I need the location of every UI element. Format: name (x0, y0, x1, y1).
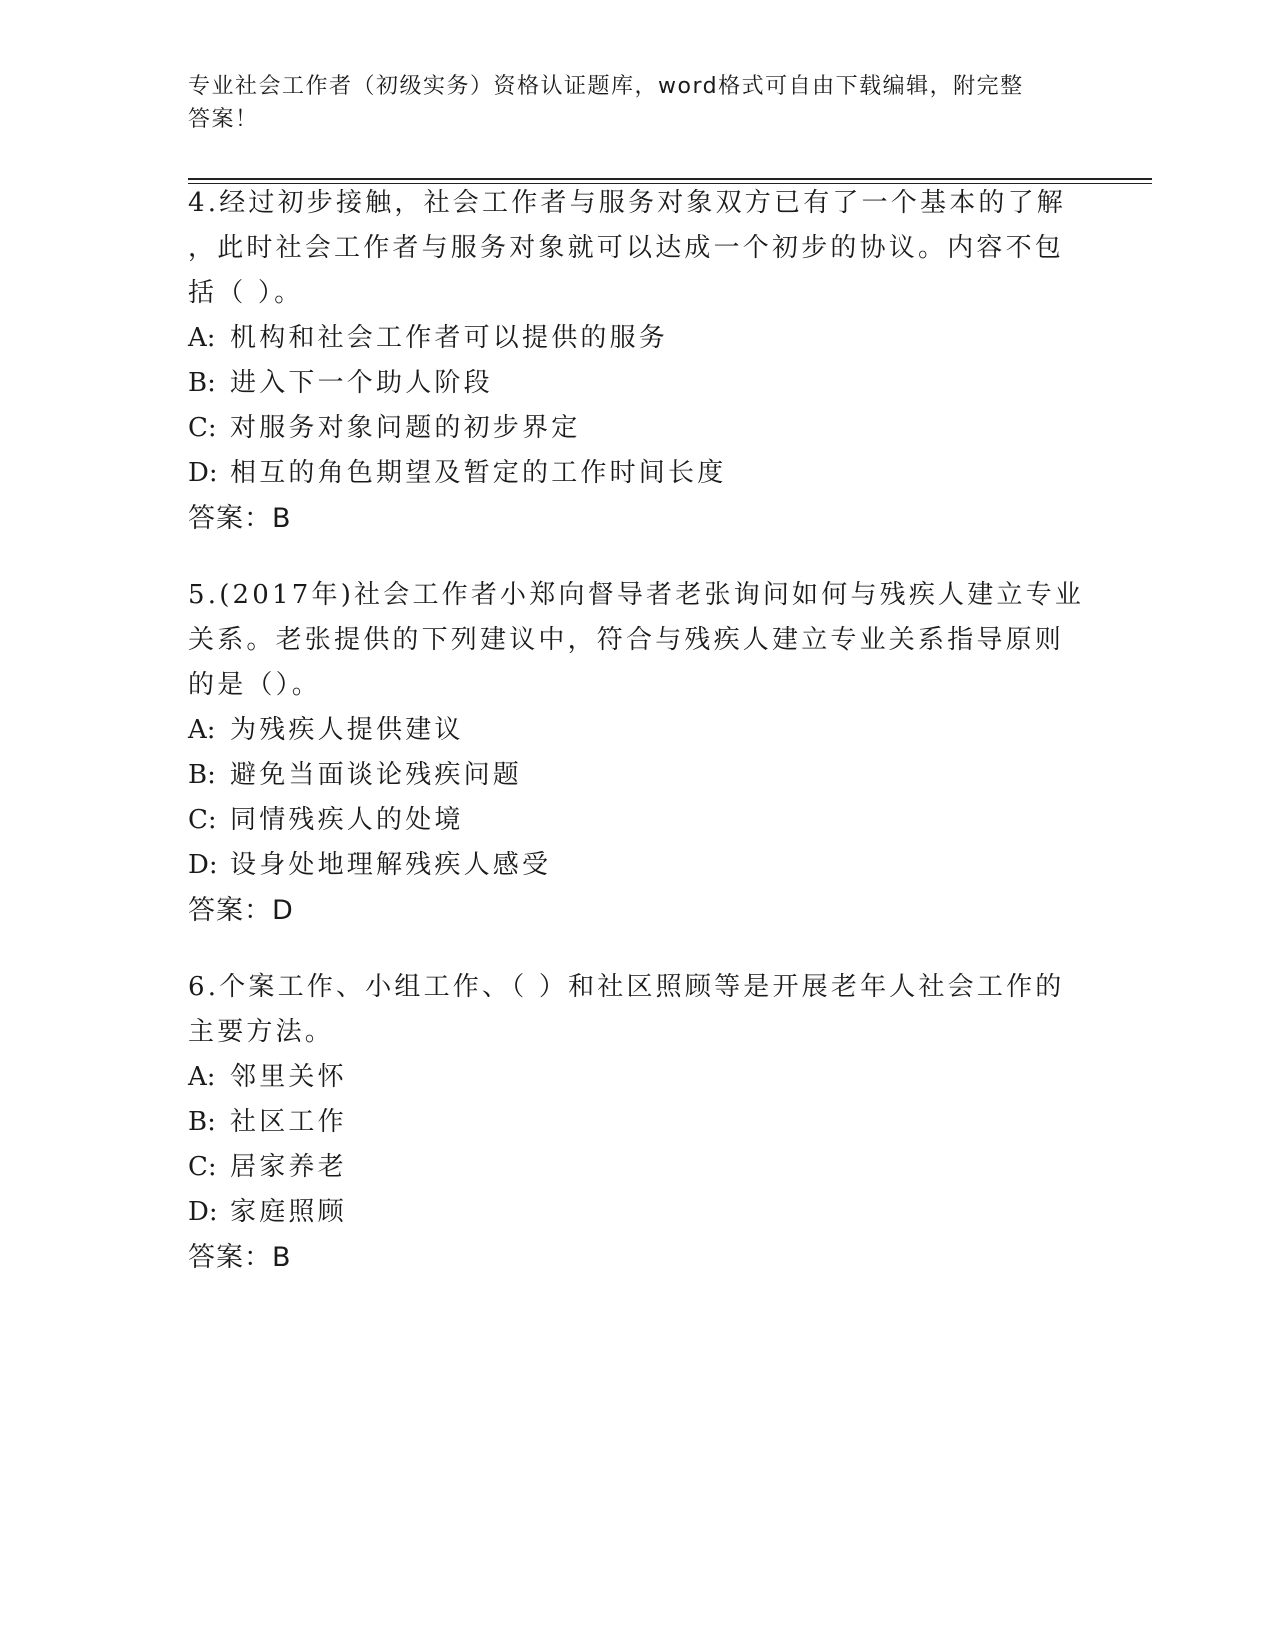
option-a (188, 1055, 1088, 1100)
option-text: 邻里关怀 (230, 1062, 347, 1092)
option-text: 机构和社会工作者可以提供的服务 (230, 323, 669, 353)
option-key: A: (188, 715, 216, 745)
option-b (188, 753, 1088, 798)
option-key: D: (188, 1197, 218, 1227)
question-stem-line: 主要方法。 (188, 1017, 335, 1047)
option-b (188, 1100, 1088, 1145)
option-text: 避免当面谈论残疾问题 (230, 760, 523, 790)
option-c (188, 1145, 1088, 1190)
header-rule-thick (188, 178, 1152, 180)
option-text: 为残疾人提供建议 (230, 715, 464, 745)
answer-line: 答案：B (188, 503, 292, 534)
option-d (188, 451, 1088, 496)
question-stem-line: 括（ ）。 (188, 278, 304, 308)
question-stem-line: 关系。老张提供的下列建议中，符合与残疾人建立专业关系指导原则 (188, 625, 1065, 655)
option-c (188, 798, 1088, 843)
option-key: B: (188, 1107, 216, 1137)
answer-line: 答案：D (188, 895, 294, 926)
option-text: 社区工作 (230, 1107, 347, 1137)
option-d (188, 1190, 1088, 1235)
question-stem-line: ，此时社会工作者与服务对象就可以达成一个初步的协议。内容不包 (188, 233, 1065, 263)
option-d (188, 843, 1088, 888)
answer-line: 答案：B (188, 1242, 292, 1273)
option-key: B: (188, 368, 216, 398)
option-key: D: (188, 850, 218, 880)
option-key: C: (188, 805, 217, 835)
option-text: 居家养老 (230, 1152, 347, 1182)
question-stem-line: 4.经过初步接触，社会工作者与服务对象双方已有了一个基本的了解 (188, 188, 1067, 218)
question-block (188, 573, 1088, 933)
option-text: 相互的角色期望及暂定的工作时间长度 (230, 458, 727, 488)
option-key: C: (188, 413, 217, 443)
option-key: A: (188, 1062, 216, 1092)
question-stem-line: 5.(2017年)社会工作者小郑向督导者老张询问如何与残疾人建立专业 (188, 580, 1085, 610)
option-key: C: (188, 1152, 217, 1182)
option-text: 同情残疾人的处境 (230, 805, 464, 835)
option-text: 设身处地理解残疾人感受 (230, 850, 552, 880)
question-stem-line: 的是（）。 (188, 670, 322, 700)
option-key: D: (188, 458, 218, 488)
option-text: 家庭照顾 (230, 1197, 347, 1227)
document-header (188, 70, 1068, 136)
question-block (188, 181, 1088, 541)
option-text: 对服务对象问题的初步界定 (230, 413, 581, 443)
option-a (188, 316, 1088, 361)
option-text: 进入下一个助人阶段 (230, 368, 493, 398)
option-key: B: (188, 760, 216, 790)
question-stem-line: 6.个案工作、小组工作、（ ）和社区照顾等是开展老年人社会工作的 (188, 972, 1065, 1002)
header-line-1: 专业社会工作者（初级实务）资格认证题库，word格式可自由下载编辑，附完整 (188, 74, 1024, 99)
option-a (188, 708, 1088, 753)
header-line-2: 答案！ (188, 107, 259, 132)
question-block (188, 965, 1088, 1280)
option-key: A: (188, 323, 216, 353)
option-c (188, 406, 1088, 451)
option-b (188, 361, 1088, 406)
